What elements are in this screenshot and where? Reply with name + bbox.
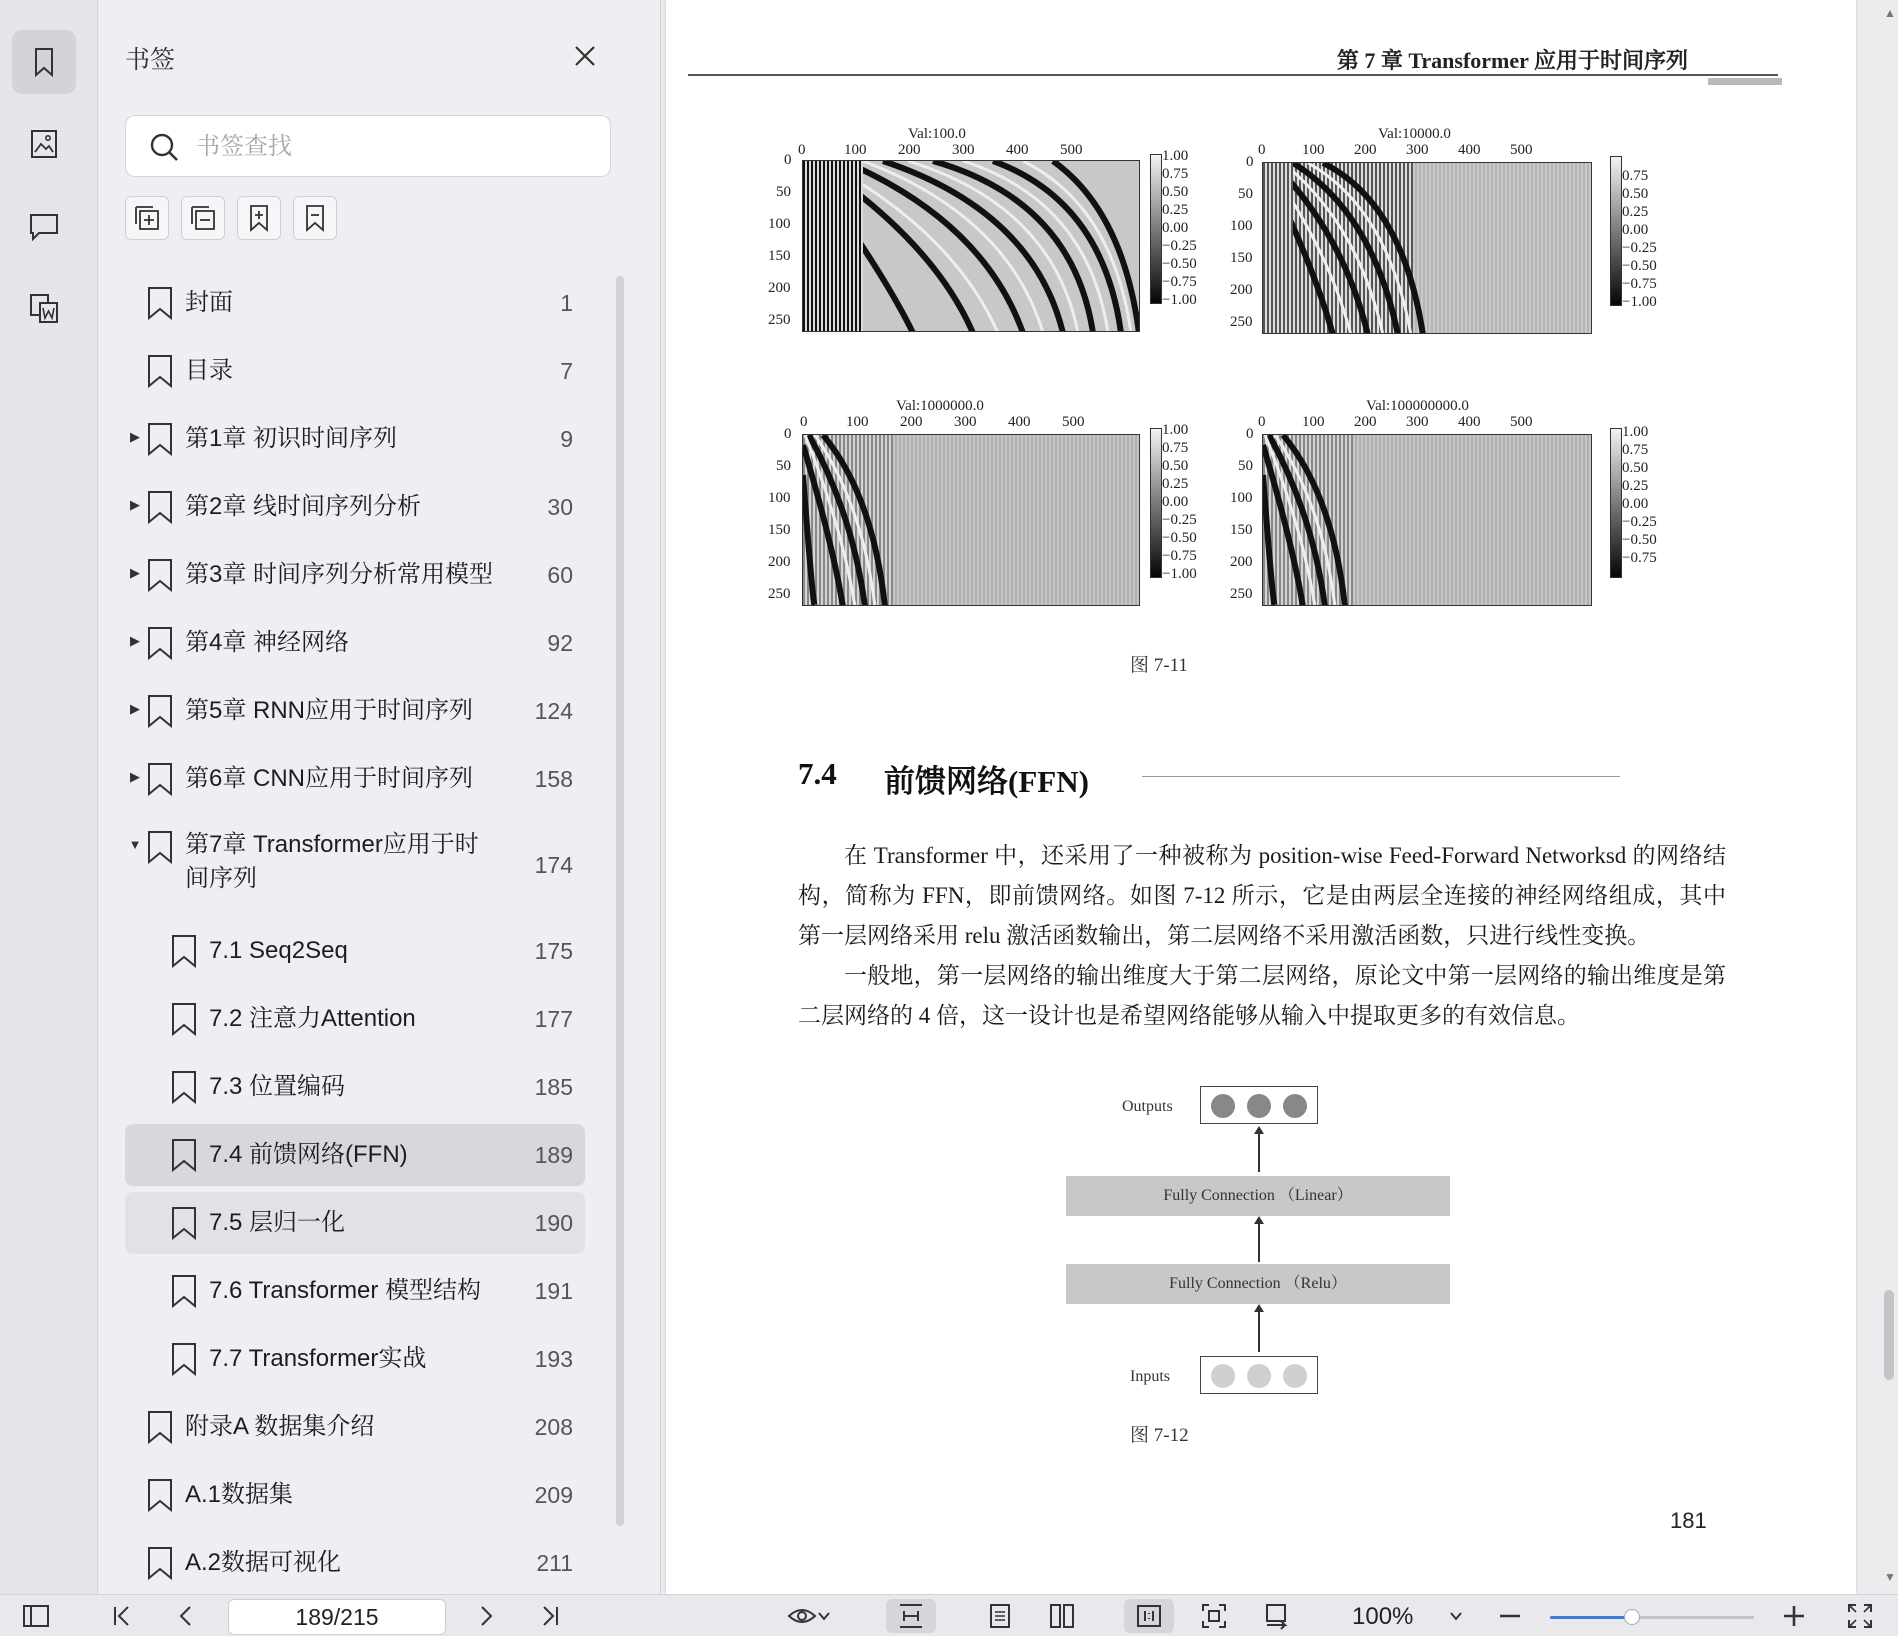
bookmark-page: 60 xyxy=(547,562,573,588)
paragraph: 一般地，第一层网络的输出维度大于第二层网络，原论文中第一层网络的输出维度是第二层网络的 4 倍，这一设计也是希望网络能够从输入中提取更多的有效信息。 xyxy=(798,963,1726,1028)
expand-arrow-icon[interactable]: ▶ xyxy=(130,429,140,444)
colorbar-tick: −0.50 xyxy=(1162,256,1197,272)
bookmark-label: 7.2 注意力Attention xyxy=(209,1005,416,1032)
bookmark-page: 177 xyxy=(534,1006,573,1032)
bookmark-search-input[interactable] xyxy=(196,128,596,166)
bookmark-icon xyxy=(145,1545,175,1581)
collapse-all-button[interactable] xyxy=(181,196,225,240)
x-tick-label: 200 xyxy=(1354,414,1377,430)
bookmark-page: 208 xyxy=(534,1414,573,1440)
chevron-right-icon xyxy=(471,1601,501,1631)
colorbar-tick: −0.75 xyxy=(1622,276,1657,292)
section-number: 7.4 xyxy=(798,756,837,791)
rotate-page-icon xyxy=(1261,1601,1291,1631)
scroll-thumb[interactable] xyxy=(1884,1290,1894,1380)
bookmark-item-selected[interactable] xyxy=(125,1124,585,1186)
heatmap-plot-area xyxy=(802,160,1140,332)
x-tick-label: 0 xyxy=(800,414,808,430)
bookmark-icon xyxy=(169,1001,199,1037)
colorbar-tick: 0.50 xyxy=(1162,458,1189,474)
heatmap-plot-area xyxy=(802,434,1140,606)
bookmark-icon xyxy=(145,1409,175,1445)
colorbar-tick: 0.25 xyxy=(1162,476,1189,492)
bookmark-label: 第3章 时间序列分析常用模型 xyxy=(185,561,494,588)
colorbar-tick: −0.75 xyxy=(1162,548,1197,564)
bookmark-icon xyxy=(145,353,175,389)
y-tick-label: 250 xyxy=(1230,586,1253,602)
bookmark-label: 7.6 Transformer 模型结构 xyxy=(209,1277,482,1304)
zoom-slider[interactable] xyxy=(1550,1616,1754,1619)
x-tick-label: 400 xyxy=(1458,414,1481,430)
bookmark-search-box[interactable] xyxy=(125,115,611,177)
comment-panel-button[interactable] xyxy=(12,194,76,258)
y-tick-label: 200 xyxy=(768,554,791,570)
colorbar-tick: 0.75 xyxy=(1162,166,1189,182)
page-number-field[interactable] xyxy=(228,1599,446,1635)
input-node xyxy=(1247,1364,1271,1388)
heatmap-arcs xyxy=(803,161,1140,332)
bookmark-page: 211 xyxy=(536,1550,573,1576)
add-bookmark-button[interactable] xyxy=(237,196,281,240)
y-tick-label: 250 xyxy=(768,312,791,328)
y-tick-label: 150 xyxy=(768,522,791,538)
bookmark-icon xyxy=(145,1477,175,1513)
chevron-left-icon xyxy=(171,1601,201,1631)
x-tick-label: 500 xyxy=(1510,142,1533,158)
x-tick-label: 300 xyxy=(1406,414,1429,430)
colorbar-tick: 0.50 xyxy=(1162,184,1189,200)
x-tick-label: 100 xyxy=(844,142,867,158)
search-icon xyxy=(148,131,180,163)
page-number: 181 xyxy=(1670,1508,1707,1533)
bookmark-label: 7.7 Transformer实战 xyxy=(209,1345,427,1372)
actual-size-button[interactable] xyxy=(1124,1599,1174,1633)
bookmark-page: 9 xyxy=(560,426,573,452)
document-scrollbar[interactable] xyxy=(1882,0,1898,1594)
heatmap-figure xyxy=(1226,126,1657,346)
y-tick-label: 100 xyxy=(1230,490,1253,506)
bookmark-icon xyxy=(169,1273,199,1309)
bookmark-icon xyxy=(145,557,175,593)
chevron-down-icon xyxy=(1449,1609,1463,1623)
bookmark-item[interactable] xyxy=(125,408,585,470)
bookmark-page: 189 xyxy=(534,1142,573,1168)
bookmark-label: 第4章 神经网络 xyxy=(185,629,350,656)
y-tick-label: 200 xyxy=(768,280,791,296)
y-tick-label: 150 xyxy=(1230,522,1253,538)
colorbar-tick: 1.00 xyxy=(1162,148,1189,164)
bookmark-label: 第1章 初识时间序列 xyxy=(185,425,398,452)
colorbar-tick: 0.75 xyxy=(1162,440,1189,456)
bookmark-item[interactable] xyxy=(125,988,585,1050)
header-rule xyxy=(688,74,1778,76)
close-panel-button[interactable] xyxy=(569,40,601,72)
bookmark-item[interactable] xyxy=(125,612,585,674)
output-nodes xyxy=(1200,1086,1318,1124)
bookmark-item[interactable] xyxy=(125,920,585,982)
heatmap-figure xyxy=(766,126,1197,346)
zoom-dropdown-button[interactable] xyxy=(1444,1599,1468,1633)
two-page-icon xyxy=(1047,1601,1077,1631)
expand-arrow-icon[interactable]: ▶ xyxy=(130,701,140,716)
word-convert-icon xyxy=(27,291,61,325)
layer-relu: Fully Connection （Relu） xyxy=(1066,1264,1450,1304)
last-page-icon xyxy=(535,1601,565,1631)
colorbar-tick: 0.50 xyxy=(1622,460,1649,476)
bookmark-page: 158 xyxy=(534,766,573,792)
bookmark-page: 124 xyxy=(534,698,573,724)
colorbar-tick: 0.25 xyxy=(1622,204,1649,220)
y-tick-label: 200 xyxy=(1230,282,1253,298)
x-tick-label: 100 xyxy=(1302,142,1325,158)
expand-all-button[interactable] xyxy=(125,196,169,240)
comment-icon xyxy=(27,209,61,243)
chevron-down-icon xyxy=(817,1609,831,1623)
expand-arrow-icon[interactable]: ▶ xyxy=(130,497,140,512)
heatmap-plot-area xyxy=(1262,162,1592,334)
y-tick-label: 0 xyxy=(784,152,792,168)
header-rule-accent xyxy=(1708,78,1782,85)
bookmark-icon xyxy=(145,829,175,865)
colorbar-tick: −0.25 xyxy=(1162,512,1197,528)
heatmap-title: Val:1000000.0 xyxy=(896,398,984,414)
colorbar-tick: 1.00 xyxy=(1622,424,1649,440)
bookmark-icon xyxy=(145,761,175,797)
bookmark-page: 175 xyxy=(534,938,573,964)
heatmap-figure xyxy=(766,398,1197,618)
actual-size-icon xyxy=(1134,1601,1164,1631)
colorbar-tick: 0.00 xyxy=(1162,494,1189,510)
bookmark-page: 30 xyxy=(547,494,573,520)
last-page-button[interactable] xyxy=(532,1599,568,1633)
bookmark-icon xyxy=(169,1341,199,1377)
bookmark-icon xyxy=(145,285,175,321)
image-icon xyxy=(27,127,61,161)
bookmark-label: A.2数据可视化 xyxy=(185,1549,342,1576)
colorbar xyxy=(1150,428,1162,578)
bottom-toolbar xyxy=(0,1594,1898,1636)
left-icon-rail xyxy=(0,0,98,1594)
y-tick-label: 0 xyxy=(1246,426,1254,442)
heatmap-arcs xyxy=(1263,163,1592,334)
paragraph: 在 Transformer 中，还采用了一种被称为 position-wise Feed-Forward Networksd 的网络结构，简称为 FFN，即前馈网络。如图 7-12 所示，它是由两层全连接的神经网络组成，其中第一层网络采用 relu 激活函数输出，第二层网络不采用激活函数，只进行线性变换。 xyxy=(798,843,1726,948)
next-page-button[interactable] xyxy=(468,1599,504,1633)
colorbar-tick: −0.25 xyxy=(1162,238,1197,254)
bookmark-item[interactable] xyxy=(125,1532,585,1590)
first-page-button[interactable] xyxy=(104,1599,140,1633)
bookmark-page: 209 xyxy=(534,1482,573,1508)
colorbar-tick: −0.25 xyxy=(1622,240,1657,256)
y-tick-label: 0 xyxy=(1246,154,1254,170)
input-node xyxy=(1211,1364,1235,1388)
bookmark-item[interactable] xyxy=(125,816,585,914)
diagram-inputs-label: Inputs xyxy=(1130,1368,1170,1385)
bookmark-item[interactable] xyxy=(125,544,585,606)
heatmap-title: Val:100.0 xyxy=(908,126,966,142)
scroll-up-arrow-icon[interactable]: ▲ xyxy=(1884,6,1896,20)
expand-all-icon xyxy=(131,202,163,234)
bookmark-item[interactable] xyxy=(125,1464,585,1526)
bookmark-item[interactable] xyxy=(125,680,585,742)
bookmark-item[interactable] xyxy=(125,1056,585,1118)
single-page-button[interactable] xyxy=(980,1599,1020,1633)
bookmark-icon xyxy=(145,489,175,525)
bookmark-item[interactable] xyxy=(125,1260,585,1322)
x-tick-label: 400 xyxy=(1008,414,1031,430)
y-tick-label: 100 xyxy=(768,216,791,232)
colorbar-tick: 0.75 xyxy=(1622,442,1649,458)
document-viewer xyxy=(662,0,1898,1594)
colorbar-tick: 0.50 xyxy=(1622,186,1649,202)
y-tick-label: 50 xyxy=(1238,186,1253,202)
bookmark-label: 封面 xyxy=(185,289,233,316)
bookmark-item[interactable] xyxy=(125,748,585,810)
collapse-all-icon xyxy=(187,202,219,234)
zoom-in-button[interactable] xyxy=(1776,1599,1812,1633)
x-tick-label: 300 xyxy=(954,414,977,430)
fullscreen-button[interactable] xyxy=(1840,1599,1880,1633)
heatmap-arcs xyxy=(803,435,1140,606)
bookmark-label: 7.4 前馈网络(FFN) xyxy=(209,1141,408,1168)
bookmark-page: 1 xyxy=(560,290,573,316)
bookmark-list xyxy=(125,272,585,1590)
x-tick-label: 200 xyxy=(900,414,923,430)
colorbar xyxy=(1610,156,1622,306)
x-tick-label: 200 xyxy=(1354,142,1377,158)
expand-arrow-icon[interactable]: ▶ xyxy=(130,565,140,580)
remove-bookmark-button[interactable] xyxy=(293,196,337,240)
zoom-out-button[interactable] xyxy=(1492,1599,1528,1633)
bookmark-item[interactable] xyxy=(125,340,585,402)
y-tick-label: 150 xyxy=(1230,250,1253,266)
colorbar-tick: 0.00 xyxy=(1622,496,1649,512)
running-head: 第 7 章 Transformer 应用于时间序列 xyxy=(1336,48,1688,73)
bookmark-label-line2: 间序列 xyxy=(185,865,257,892)
heatmap-plot-area xyxy=(1262,434,1592,606)
x-tick-label: 0 xyxy=(798,142,806,158)
eye-mode-button[interactable] xyxy=(780,1599,838,1633)
thumbnail-panel-button[interactable] xyxy=(12,112,76,176)
colorbar-tick: −0.75 xyxy=(1622,550,1657,566)
bookmark-label: 第2章 线时间序列分析 xyxy=(185,493,422,520)
zoom-slider-fill xyxy=(1550,1616,1632,1619)
x-tick-label: 0 xyxy=(1258,414,1266,430)
colorbar-tick: 0.25 xyxy=(1622,478,1649,494)
panel-title: 书签 xyxy=(125,46,176,74)
y-tick-label: 150 xyxy=(768,248,791,264)
fullscreen-icon xyxy=(1845,1601,1875,1631)
close-icon xyxy=(573,44,597,68)
bookmark-panel xyxy=(99,0,661,1594)
y-tick-label: 200 xyxy=(1230,554,1253,570)
x-tick-label: 500 xyxy=(1510,414,1533,430)
heatmap-arcs xyxy=(1263,435,1592,606)
colorbar-tick: 0.00 xyxy=(1622,222,1649,238)
bookmark-icon xyxy=(145,625,175,661)
colorbar-tick: −1.00 xyxy=(1162,566,1197,582)
zoom-slider-knob[interactable] xyxy=(1624,1609,1640,1625)
bookmark-page: 190 xyxy=(534,1210,573,1236)
fit-height-icon xyxy=(896,1601,926,1631)
bookmark-icon xyxy=(169,933,199,969)
diagram-outputs-label: Outputs xyxy=(1122,1098,1173,1115)
heatmap-title: Val:10000.0 xyxy=(1378,126,1451,142)
x-tick-label: 100 xyxy=(846,414,869,430)
y-tick-label: 50 xyxy=(776,458,791,474)
layer-linear: Fully Connection （Linear） xyxy=(1066,1176,1450,1216)
bookmark-label: 7.5 层归一化 xyxy=(209,1209,346,1236)
bookmark-label: 7.1 Seq2Seq xyxy=(209,937,348,964)
bookmark-label: 第6章 CNN应用于时间序列 xyxy=(185,765,474,792)
bookmark-page: 191 xyxy=(534,1278,573,1304)
collapse-arrow-icon[interactable]: ▼ xyxy=(128,837,142,852)
minus-icon xyxy=(1495,1601,1525,1631)
colorbar-tick: −0.50 xyxy=(1622,532,1657,548)
expand-arrow-icon[interactable]: ▶ xyxy=(130,769,140,784)
bookmark-page: 7 xyxy=(560,358,573,384)
rotate-button[interactable] xyxy=(1256,1599,1296,1633)
colorbar-tick: −0.25 xyxy=(1622,514,1657,530)
colorbar-tick: 1.00 xyxy=(1162,422,1189,438)
x-tick-label: 100 xyxy=(1302,414,1325,430)
bookmark-label-line1: 第7章 Transformer应用于时 xyxy=(185,831,479,858)
x-tick-label: 400 xyxy=(1458,142,1481,158)
colorbar-tick: 0.25 xyxy=(1162,202,1189,218)
single-page-icon xyxy=(985,1601,1015,1631)
bookmark-page: 92 xyxy=(547,630,573,656)
y-tick-label: 250 xyxy=(768,586,791,602)
expand-arrow-icon[interactable]: ▶ xyxy=(130,633,140,648)
add-bookmark-icon xyxy=(243,202,275,234)
colorbar-tick: −1.00 xyxy=(1162,292,1197,308)
figure-caption: 图 7-11 xyxy=(1130,655,1188,676)
bookmark-icon xyxy=(169,1137,199,1173)
bookmark-label: 目录 xyxy=(185,357,233,384)
fit-page-icon xyxy=(1199,1601,1229,1631)
heatmap-figure xyxy=(1226,398,1657,618)
bookmark-page: 193 xyxy=(534,1346,573,1372)
bookmark-icon xyxy=(145,693,175,729)
output-node xyxy=(1283,1094,1307,1118)
colorbar-tick: −1.00 xyxy=(1622,294,1657,310)
bookmark-label: 附录A 数据集介绍 xyxy=(185,1413,375,1440)
output-node xyxy=(1211,1094,1235,1118)
diagram-arrow xyxy=(1258,1222,1260,1262)
remove-bookmark-icon xyxy=(299,202,331,234)
y-tick-label: 50 xyxy=(1238,458,1253,474)
y-tick-label: 50 xyxy=(776,184,791,200)
input-node xyxy=(1283,1364,1307,1388)
x-tick-label: 200 xyxy=(898,142,921,158)
diagram-arrow xyxy=(1258,1132,1260,1172)
y-tick-label: 100 xyxy=(768,490,791,506)
input-nodes xyxy=(1200,1356,1318,1394)
colorbar-tick: −0.50 xyxy=(1622,258,1657,274)
bookmark-item-hover[interactable] xyxy=(125,1192,585,1254)
x-tick-label: 0 xyxy=(1258,142,1266,158)
bookmark-item[interactable] xyxy=(125,272,585,334)
x-tick-label: 500 xyxy=(1062,414,1085,430)
eye-icon xyxy=(787,1601,817,1631)
bookmark-item[interactable] xyxy=(125,1396,585,1458)
y-tick-label: 250 xyxy=(1230,314,1253,330)
fit-height-button[interactable] xyxy=(886,1599,936,1633)
scroll-down-arrow-icon[interactable]: ▼ xyxy=(1884,1570,1896,1584)
colorbar-tick: −0.75 xyxy=(1162,274,1197,290)
bookmark-icon xyxy=(169,1069,199,1105)
bookmark-icon xyxy=(27,45,61,79)
section-rule xyxy=(1142,776,1620,777)
bookmark-panel-button[interactable] xyxy=(12,30,76,94)
bookmark-label: 第5章 RNN应用于时间序列 xyxy=(185,697,474,724)
bookmark-panel-scrollbar[interactable] xyxy=(616,276,624,1526)
colorbar-tick: 0.00 xyxy=(1162,220,1189,236)
section-title: 前馈网络(FFN) xyxy=(884,764,1089,799)
heatmap-title: Val:100000000.0 xyxy=(1366,398,1469,414)
toggle-sidebar-button[interactable] xyxy=(18,1599,54,1633)
colorbar xyxy=(1150,154,1162,304)
bookmark-page: 174 xyxy=(534,852,573,878)
sidebar-icon xyxy=(21,1601,51,1631)
output-node xyxy=(1247,1094,1271,1118)
x-tick-label: 300 xyxy=(952,142,975,158)
colorbar-tick: 0.75 xyxy=(1622,168,1649,184)
bookmark-icon xyxy=(169,1205,199,1241)
y-tick-label: 0 xyxy=(784,426,792,442)
x-tick-label: 400 xyxy=(1006,142,1029,158)
bookmark-label: A.1数据集 xyxy=(185,1481,294,1508)
fit-page-button[interactable] xyxy=(1194,1599,1234,1633)
bookmark-label: 7.3 位置编码 xyxy=(209,1073,346,1100)
figure-caption: 图 7-12 xyxy=(1130,1425,1189,1446)
first-page-icon xyxy=(107,1601,137,1631)
colorbar xyxy=(1610,428,1622,578)
colorbar-tick: −0.50 xyxy=(1162,530,1197,546)
convert-panel-button[interactable] xyxy=(12,276,76,340)
plus-icon xyxy=(1779,1601,1809,1631)
x-tick-label: 300 xyxy=(1406,142,1429,158)
bookmark-item[interactable] xyxy=(125,476,585,538)
y-tick-label: 100 xyxy=(1230,218,1253,234)
bookmark-item[interactable] xyxy=(125,1328,585,1390)
x-tick-label: 500 xyxy=(1060,142,1083,158)
bookmark-page: 185 xyxy=(534,1074,573,1100)
zoom-level[interactable]: 100% xyxy=(1352,1603,1414,1630)
two-page-button[interactable] xyxy=(1042,1599,1082,1633)
bookmark-icon xyxy=(145,421,175,457)
pdf-page xyxy=(666,0,1856,1594)
diagram-arrow xyxy=(1258,1310,1260,1352)
previous-page-button[interactable] xyxy=(168,1599,204,1633)
